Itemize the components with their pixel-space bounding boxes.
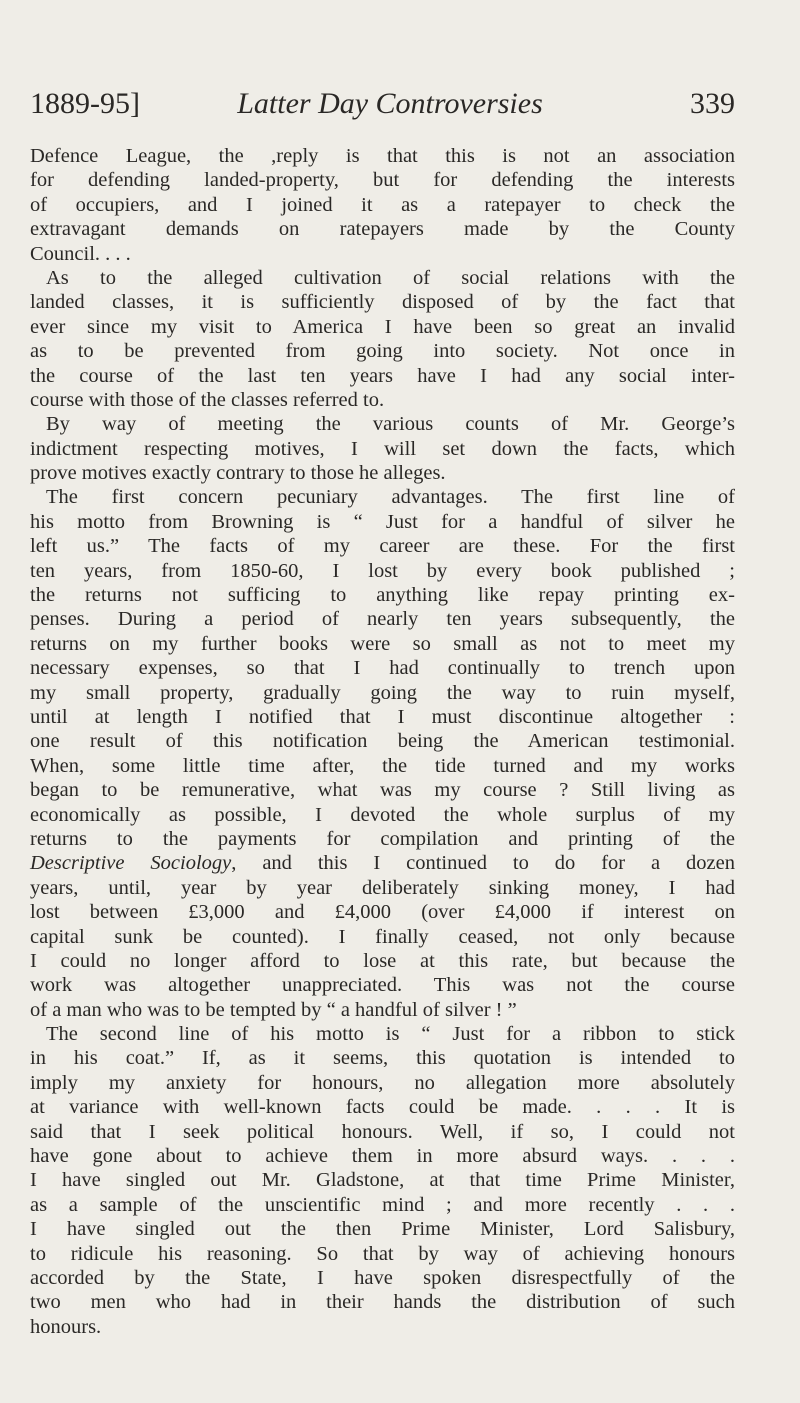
text-line: my small property, gradually going the way to ruin myself,	[30, 681, 735, 704]
text-line: work was altogether unappreciated. This was not the course	[30, 974, 735, 997]
text-line: two men who had in their hands the distribution of such	[30, 1291, 735, 1314]
text-line: at variance with well-known facts could be made. . . . It is	[30, 1096, 735, 1119]
text-line: said that I seek political honours. Well, if so, I could not	[30, 1120, 735, 1143]
running-head-title: Latter Day Controversies	[237, 87, 543, 120]
text-line: left us.” The facts of my career are these. For the first	[30, 535, 735, 558]
text-line: landed classes, it is sufficiently disposed of by the fact that	[30, 291, 735, 314]
text-line: honours.	[30, 1315, 102, 1338]
text-line: ten years, from 1850-60, I lost by every book published ;	[30, 559, 735, 582]
text-line: Council. . . .	[30, 242, 131, 265]
text-line: By way of meeting the various counts of Mr. George’s	[46, 413, 735, 436]
text-line: of occupiers, and I joined it as a ratepayer to check the	[30, 193, 735, 216]
text-line: years, until, year by year deliberately sinking money, I had	[30, 876, 735, 899]
book-title-italic: Descriptive Sociology	[30, 852, 232, 875]
text-line: The first concern pecuniary advantages. The first line of	[46, 486, 735, 509]
text-line: accorded by the State, I have spoken disrespectfully of the	[30, 1266, 735, 1289]
text-line: ever since my visit to America I have been so great an invalid	[30, 315, 735, 338]
text-line: the returns not sufficing to anything like repay printing ex-	[30, 584, 735, 607]
text-line: extravagant demands on ratepayers made by the County	[30, 218, 735, 241]
text-line	[30, 851, 735, 875]
text-line: to ridicule his reasoning. So that by way of achieving honours	[30, 1242, 735, 1265]
text-line: As to the alleged cultivation of social relations with the	[46, 266, 735, 289]
text-line: in his coat.” If, as it seems, this quotation is intended to	[30, 1047, 735, 1070]
text-line: imply my anxiety for honours, no allegation more absolutely	[30, 1071, 735, 1094]
running-head	[30, 86, 735, 126]
text-line: until at length I notified that I must discontinue altogether :	[30, 705, 735, 728]
text-line: his motto from Browning is “ Just for a handful of silver he	[30, 510, 735, 533]
text-line: indictment respecting motives, I will set down the facts, which	[30, 437, 735, 460]
text-line: of a man who was to be tempted by “ a handful of silver ! ”	[30, 998, 517, 1021]
text-line: the course of the last ten years have I had any social inter-	[30, 364, 735, 387]
text-line-rest: , and this I continued to do for a dozen	[231, 852, 735, 875]
text-line: capital sunk be counted). I finally ceased, not only because	[30, 925, 735, 948]
text-line: as a sample of the unscientific mind ; and more recently . . .	[30, 1193, 735, 1216]
text-line: necessary expenses, so that I had continually to trench upon	[30, 657, 735, 680]
text-line: I could no longer afford to lose at this rate, but because the	[30, 949, 735, 972]
running-head-date-range: 1889-95]	[30, 87, 140, 120]
text-line: When, some little time after, the tide turned and my works	[30, 754, 735, 777]
text-line: I have singled out Mr. Gladstone, at that time Prime Minister,	[30, 1169, 735, 1192]
text-line: one result of this notification being the American testimonial.	[30, 730, 735, 753]
page-number: 339	[690, 87, 735, 120]
text-line: penses. During a period of nearly ten years subsequently, the	[30, 608, 735, 631]
text-line: for defending landed-property, but for defending the interests	[30, 169, 735, 192]
text-line: have gone about to achieve them in more absurd ways. . . .	[30, 1145, 735, 1168]
text-line: course with those of the classes referred to.	[30, 388, 385, 411]
text-line: prove motives exactly contrary to those he alleges.	[30, 462, 446, 485]
text-line: The second line of his motto is “ Just for a ribbon to stick	[46, 1023, 735, 1046]
text-line: I have singled out the then Prime Minister, Lord Salisbury,	[30, 1218, 735, 1241]
text-line: Defence League, the ,reply is that this is not an association	[30, 145, 735, 167]
text-line: as to be prevented from going into society. Not once in	[30, 340, 735, 363]
text-line: returns to the payments for compilation and printing of the	[30, 827, 735, 850]
text-line: economically as possible, I devoted the whole surplus of my	[30, 803, 735, 826]
text-line: lost between £3,000 and £4,000 (over £4,000 if interest on	[30, 901, 735, 924]
text-line: returns on my further books were so small as not to meet my	[30, 632, 735, 655]
text-line: began to be remunerative, what was my course ? Still living as	[30, 779, 735, 802]
body-text	[30, 144, 735, 1339]
